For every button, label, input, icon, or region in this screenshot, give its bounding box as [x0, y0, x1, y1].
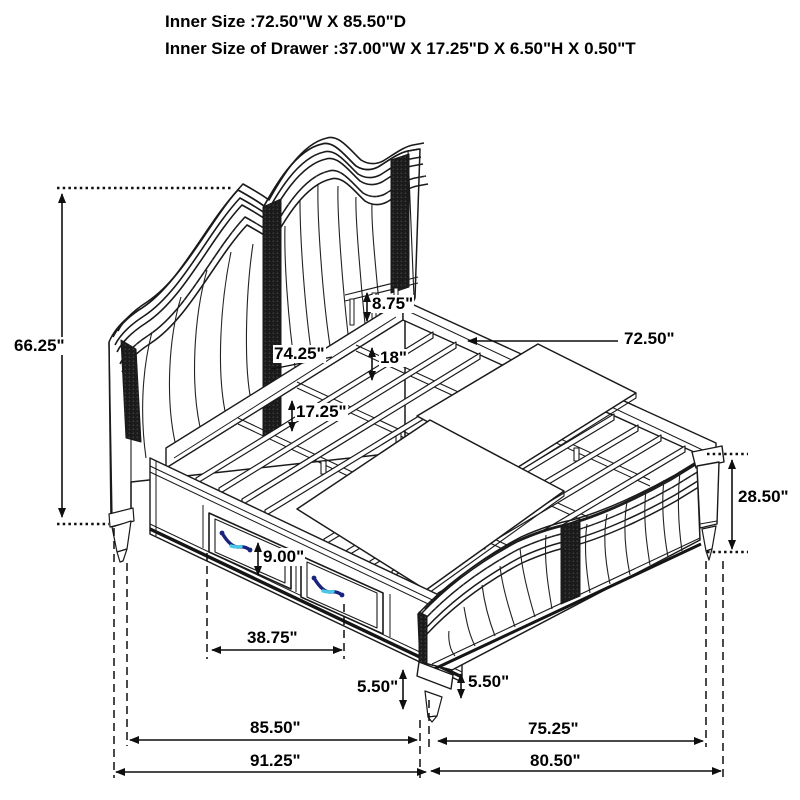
- dim-label-foot-inner-width: 75.25": [528, 719, 579, 738]
- dim-label-inner-width: 72.50": [624, 329, 675, 348]
- dim-label-total-height: 66.25": [14, 336, 65, 355]
- dim-label-slat-gap: 18": [380, 348, 407, 367]
- dim-label-overall-length: 91.25": [250, 751, 301, 770]
- inner-size-title: Inner Size :72.50"W X 85.50"D: [165, 12, 406, 31]
- dim-label-drawer-height: 9.00": [263, 547, 305, 566]
- dim-label-drawer-depth: 17.25": [296, 402, 347, 421]
- dim-label-footboard-height: 28.50": [738, 487, 789, 506]
- dim-label-side-leg-height: 5.50": [357, 677, 399, 696]
- dim-label-foot-leg-height: 5.50": [468, 672, 510, 691]
- dim-label-drawer-span: 38.75": [247, 628, 298, 647]
- drawer-inner-size-title: Inner Size of Drawer :37.00"W X 17.25"D X 6.50"H X 0.50"T: [165, 39, 636, 58]
- dim-label-overall-width: 80.50": [530, 751, 581, 770]
- dim-label-side-inner-length: 85.50": [250, 718, 301, 737]
- dim-label-headboard-gap: 8.75": [372, 294, 414, 313]
- dim-label-inner-length: 74.25": [274, 344, 325, 363]
